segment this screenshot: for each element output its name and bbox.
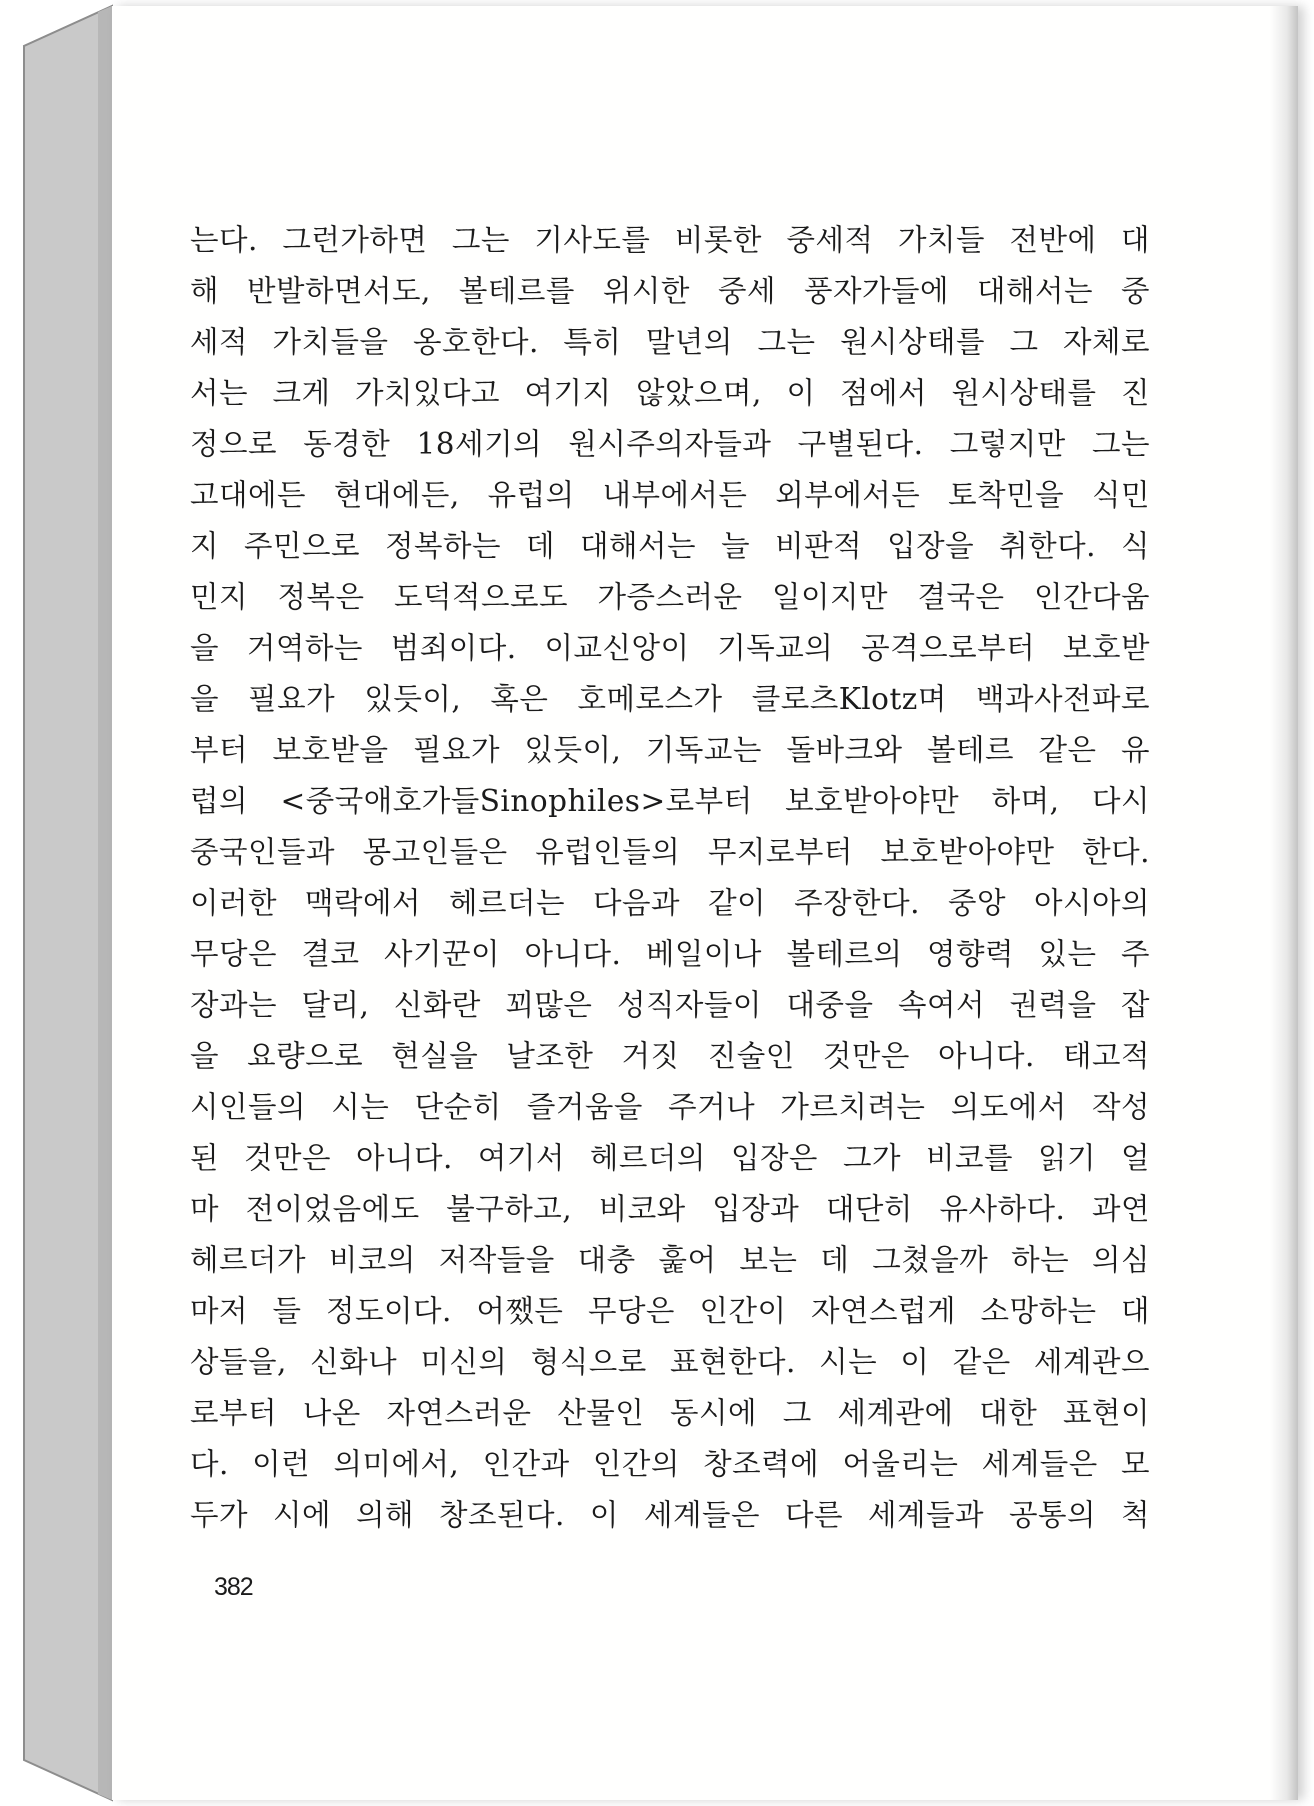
text-line: 중국인들과 몽고인들은 유럽인들의 무지로부터 보호받아야만 한다. (190, 835, 1150, 869)
text-line: 고대에든 현대에든, 유럽의 내부에서든 외부에서든 토착민을 식민 (190, 478, 1150, 512)
text-line: 장과는 달리, 신화란 꾀많은 성직자들이 대중을 속여서 권력을 잡 (190, 988, 1150, 1022)
text-line: 이러한 맥락에서 헤르더는 다음과 같이 주장한다. 중앙 아시아의 (190, 886, 1150, 920)
text-line: 된 것만은 아니다. 여기서 헤르더의 입장은 그가 비코를 읽기 얼 (190, 1141, 1150, 1175)
text-line: 시인들의 시는 단순히 즐거움을 주거나 가르치려는 의도에서 작성 (190, 1090, 1150, 1124)
text-line: 무당은 결코 사기꾼이 아니다. 베일이나 볼테르의 영향력 있는 주 (190, 937, 1150, 971)
text-line: 해 반발하면서도, 볼테르를 위시한 중세 풍자가들에 대해서는 중 (190, 274, 1150, 308)
text-line: 헤르더가 비코의 저작들을 대충 훑어 보는 데 그쳤을까 하는 의심 (190, 1243, 1150, 1277)
text-line: 민지 정복은 도덕적으로도 가증스러운 일이지만 결국은 인간다움 (190, 580, 1150, 614)
text-line: 두가 시에 의해 창조된다. 이 세계들은 다른 세계들과 공통의 척 (190, 1498, 1150, 1532)
text-line: 마저 들 정도이다. 어쨌든 무당은 인간이 자연스럽게 소망하는 대 (190, 1294, 1150, 1328)
text-line: 럽의 <중국애호가들Sinophiles>로부터 보호받아야만 하며, 다시 (190, 784, 1150, 818)
text-line: 지 주민으로 정복하는 데 대해서는 늘 비판적 입장을 취한다. 식 (190, 529, 1150, 563)
text-line: 서는 크게 가치있다고 여기지 않았으며, 이 점에서 원시상태를 진 (190, 376, 1150, 410)
text-line: 부터 보호받을 필요가 있듯이, 기독교는 돌바크와 볼테르 같은 유 (190, 733, 1150, 767)
page-number: 382 (214, 1573, 253, 1601)
text-line: 로부터 나온 자연스러운 산물인 동시에 그 세계관에 대한 표현이 (190, 1396, 1150, 1430)
text-line: 마 전이었음에도 불구하고, 비코와 입장과 대단히 유사하다. 과연 (190, 1192, 1150, 1226)
text-line: 다. 이런 의미에서, 인간과 인간의 창조력에 어울리는 세계들은 모 (190, 1447, 1150, 1481)
book-spine (0, 0, 120, 1806)
text-line: 상들을, 신화나 미신의 형식으로 표현한다. 시는 이 같은 세계관으 (190, 1345, 1150, 1379)
text-line: 정으로 동경한 18세기의 원시주의자들과 구별된다. 그렇지만 그는 (190, 427, 1150, 461)
text-line: 을 거역하는 범죄이다. 이교신앙이 기독교의 공격으로부터 보호받 (190, 631, 1150, 665)
text-line: 세적 가치들을 옹호한다. 특히 말년의 그는 원시상태를 그 자체로 (190, 325, 1150, 359)
text-line: 는다. 그런가하면 그는 기사도를 비롯한 중세적 가치들 전반에 대 (190, 223, 1150, 257)
text-line: 을 요량으로 현실을 날조한 거짓 진술인 것만은 아니다. 태고적 (190, 1039, 1150, 1073)
text-line: 을 필요가 있듯이, 혹은 호메로스가 클로츠Klotz며 백과사전파로 (190, 682, 1150, 716)
page-edge-shadow (1270, 6, 1298, 1800)
